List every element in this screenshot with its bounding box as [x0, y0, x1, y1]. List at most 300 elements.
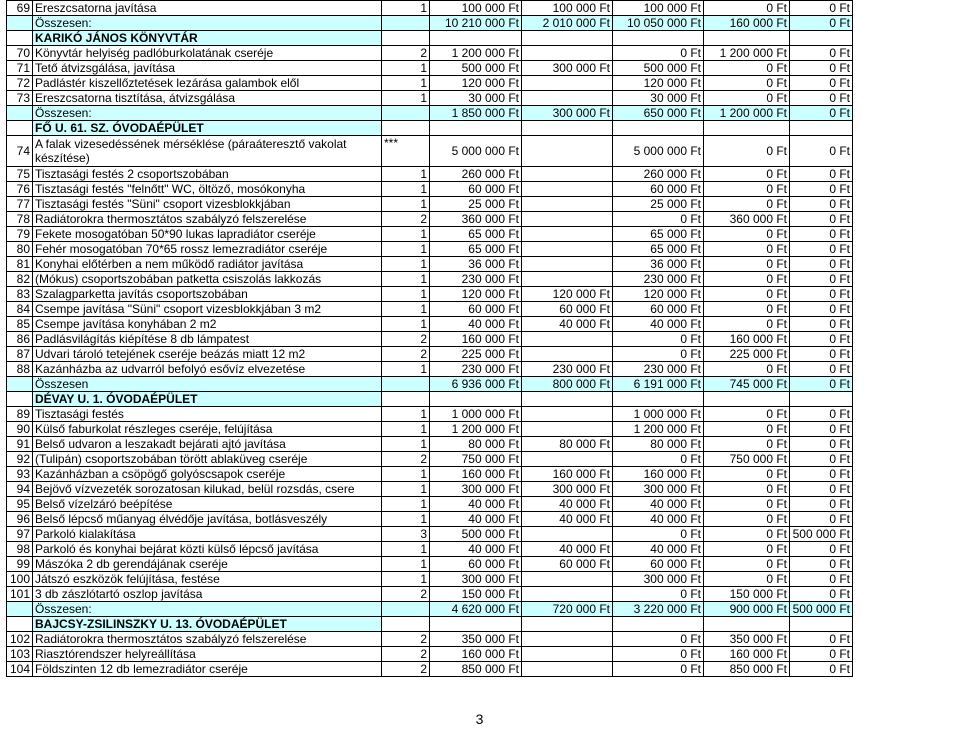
- amount-cell: 0 Ft: [704, 1, 790, 16]
- amount-cell: 0 Ft: [790, 632, 853, 647]
- amount-cell: [522, 272, 613, 287]
- description-cell: Belső lépcső műanyag élvédője javítása, botlásveszély: [33, 512, 382, 527]
- amount-cell: 0 Ft: [790, 407, 853, 422]
- amount-cell: [522, 572, 613, 587]
- row-number-cell: 99: [7, 557, 33, 572]
- amount-cell: 350 000 Ft: [704, 632, 790, 647]
- amount-cell: [522, 257, 613, 272]
- table-row: [7, 482, 853, 497]
- amount-cell: [430, 617, 522, 632]
- description-cell: A falak vizesedéssének mérséklése (páraáteresztő vakolat készítése): [33, 136, 382, 167]
- description-cell: Kazánházban a csöpögő golyóscsapok cseréje: [33, 467, 382, 482]
- amount-cell: 0 Ft: [704, 467, 790, 482]
- quantity-cell: 2: [382, 452, 430, 467]
- amount-cell: 40 000 Ft: [430, 497, 522, 512]
- table-row: [7, 257, 853, 272]
- quantity-cell: 1: [382, 76, 430, 91]
- row-number-cell: [7, 121, 33, 136]
- row-number-cell: [7, 377, 33, 392]
- row-number-cell: [7, 16, 33, 31]
- table-row: [7, 572, 853, 587]
- amount-cell: 0 Ft: [790, 557, 853, 572]
- amount-cell: 80 000 Ft: [430, 437, 522, 452]
- amount-cell: 0 Ft: [790, 647, 853, 662]
- amount-cell: 0 Ft: [613, 587, 704, 602]
- table-row: [7, 317, 853, 332]
- row-number-cell: 104: [7, 662, 33, 677]
- description-cell: DÉVAY U. 1. ÓVODAÉPÜLET: [33, 392, 382, 407]
- amount-cell: [790, 617, 853, 632]
- row-number-cell: 89: [7, 407, 33, 422]
- summary-row: [7, 377, 853, 392]
- table-row: [7, 287, 853, 302]
- amount-cell: 120 000 Ft: [613, 287, 704, 302]
- amount-cell: 0 Ft: [790, 542, 853, 557]
- amount-cell: 160 000 Ft: [430, 647, 522, 662]
- quantity-cell: 2: [382, 46, 430, 61]
- quantity-cell: 1: [382, 407, 430, 422]
- quantity-cell: 1: [382, 272, 430, 287]
- row-number-cell: 98: [7, 542, 33, 557]
- amount-cell: 0 Ft: [790, 1, 853, 16]
- description-cell: Bejövő vízvezeték sorozatosan kilukad, belül rozsdás, csere: [33, 482, 382, 497]
- amount-cell: 30 000 Ft: [430, 91, 522, 106]
- amount-cell: 6 936 000 Ft: [430, 377, 522, 392]
- amount-cell: [790, 392, 853, 407]
- row-number-cell: 87: [7, 347, 33, 362]
- table-row: [7, 212, 853, 227]
- amount-cell: 5 000 000 Ft: [430, 136, 522, 167]
- description-cell: (Tulipán) csoportszobában törött ablaküveg cseréje: [33, 452, 382, 467]
- page-number: 3: [475, 711, 484, 727]
- amount-cell: 36 000 Ft: [430, 257, 522, 272]
- amount-cell: 0 Ft: [704, 422, 790, 437]
- quantity-cell: [382, 106, 430, 121]
- description-cell: Tisztasági festés: [33, 407, 382, 422]
- description-cell: Csempe javítása konyhában 2 m2: [33, 317, 382, 332]
- amount-cell: 40 000 Ft: [613, 317, 704, 332]
- amount-cell: 160 000 Ft: [704, 647, 790, 662]
- row-number-cell: 88: [7, 362, 33, 377]
- amount-cell: 3 220 000 Ft: [613, 602, 704, 617]
- amount-cell: [522, 347, 613, 362]
- quantity-cell: 2: [382, 662, 430, 677]
- quantity-cell: 1: [382, 422, 430, 437]
- amount-cell: 300 000 Ft: [613, 572, 704, 587]
- row-number-cell: [7, 31, 33, 46]
- quantity-cell: [382, 16, 430, 31]
- description-cell: FŐ U. 61. SZ. ÓVODAÉPÜLET: [33, 121, 382, 136]
- amount-cell: 60 000 Ft: [430, 302, 522, 317]
- description-cell: Belső udvaron a leszakadt bejárati ajtó javítása: [33, 437, 382, 452]
- table-row: [7, 662, 853, 677]
- amount-cell: 0 Ft: [704, 61, 790, 76]
- amount-cell: 0 Ft: [790, 197, 853, 212]
- description-cell: Összesen:: [33, 602, 382, 617]
- amount-cell: 230 000 Ft: [430, 272, 522, 287]
- amount-cell: 120 000 Ft: [613, 76, 704, 91]
- amount-cell: 360 000 Ft: [704, 212, 790, 227]
- amount-cell: 745 000 Ft: [704, 377, 790, 392]
- amount-cell: 720 000 Ft: [522, 602, 613, 617]
- amount-cell: [522, 121, 613, 136]
- amount-cell: 0 Ft: [704, 257, 790, 272]
- description-cell: Tisztasági festés "felnőtt" WC, öltöző, mosókonyha: [33, 182, 382, 197]
- amount-cell: 150 000 Ft: [430, 587, 522, 602]
- quantity-cell: 1: [382, 1, 430, 16]
- row-number-cell: 74: [7, 136, 33, 167]
- amount-cell: 0 Ft: [704, 287, 790, 302]
- description-cell: Tisztasági festés 2 csoportszobában: [33, 167, 382, 182]
- amount-cell: 25 000 Ft: [613, 197, 704, 212]
- amount-cell: 0 Ft: [704, 362, 790, 377]
- row-number-cell: 76: [7, 182, 33, 197]
- amount-cell: 0 Ft: [790, 572, 853, 587]
- amount-cell: 10 210 000 Ft: [430, 16, 522, 31]
- description-cell: (Mókus) csoportszobában patketta csiszolás lakkozás: [33, 272, 382, 287]
- description-cell: 3 db zászlótartó oszlop javítása: [33, 587, 382, 602]
- description-cell: BAJCSY-ZSILINSZKY U. 13. ÓVODAÉPÜLET: [33, 617, 382, 632]
- row-number-cell: 102: [7, 632, 33, 647]
- row-number-cell: [7, 106, 33, 121]
- quantity-cell: 1: [382, 302, 430, 317]
- quantity-cell: 1: [382, 467, 430, 482]
- amount-cell: 60 000 Ft: [430, 182, 522, 197]
- amount-cell: 40 000 Ft: [522, 512, 613, 527]
- amount-cell: 0 Ft: [613, 46, 704, 61]
- amount-cell: 0 Ft: [790, 182, 853, 197]
- amount-cell: 0 Ft: [790, 497, 853, 512]
- amount-cell: 40 000 Ft: [613, 542, 704, 557]
- amount-cell: 500 000 Ft: [613, 61, 704, 76]
- amount-cell: 0 Ft: [613, 212, 704, 227]
- amount-cell: 800 000 Ft: [522, 377, 613, 392]
- amount-cell: [522, 212, 613, 227]
- description-cell: Összesen:: [33, 106, 382, 121]
- amount-cell: [613, 31, 704, 46]
- amount-cell: 0 Ft: [790, 587, 853, 602]
- description-cell: Csempe javítása "Süni" csoport vizesblokkjában 3 m2: [33, 302, 382, 317]
- amount-cell: [430, 121, 522, 136]
- amount-cell: 0 Ft: [704, 407, 790, 422]
- amount-cell: [522, 527, 613, 542]
- amount-cell: 0 Ft: [790, 452, 853, 467]
- amount-cell: 225 000 Ft: [430, 347, 522, 362]
- amount-cell: 0 Ft: [704, 317, 790, 332]
- amount-cell: 300 000 Ft: [522, 106, 613, 121]
- amount-cell: 80 000 Ft: [613, 437, 704, 452]
- table-row: [7, 407, 853, 422]
- amount-cell: 0 Ft: [704, 227, 790, 242]
- amount-cell: 0 Ft: [790, 106, 853, 121]
- amount-cell: [522, 136, 613, 167]
- amount-cell: 150 000 Ft: [704, 587, 790, 602]
- amount-cell: 0 Ft: [704, 197, 790, 212]
- row-number-cell: 78: [7, 212, 33, 227]
- amount-cell: [704, 617, 790, 632]
- table-row: [7, 347, 853, 362]
- row-number-cell: 85: [7, 317, 33, 332]
- row-number-cell: 83: [7, 287, 33, 302]
- amount-cell: 0 Ft: [790, 422, 853, 437]
- description-cell: Ereszcsatorna javítása: [33, 1, 382, 16]
- row-number-cell: 103: [7, 647, 33, 662]
- budget-table-body: [7, 1, 853, 677]
- amount-cell: 360 000 Ft: [430, 212, 522, 227]
- amount-cell: [522, 407, 613, 422]
- amount-cell: 40 000 Ft: [613, 512, 704, 527]
- amount-cell: 0 Ft: [613, 647, 704, 662]
- table-row: [7, 527, 853, 542]
- section-header-row: [7, 121, 853, 136]
- quantity-cell: 2: [382, 587, 430, 602]
- row-number-cell: 90: [7, 422, 33, 437]
- amount-cell: 0 Ft: [790, 287, 853, 302]
- amount-cell: 0 Ft: [704, 482, 790, 497]
- summary-row: [7, 106, 853, 121]
- amount-cell: 0 Ft: [790, 76, 853, 91]
- amount-cell: 0 Ft: [704, 182, 790, 197]
- row-number-cell: 92: [7, 452, 33, 467]
- amount-cell: 1 200 000 Ft: [430, 46, 522, 61]
- amount-cell: 60 000 Ft: [613, 302, 704, 317]
- description-cell: Parkoló és konyhai bejárat közti külső lépcső javítása: [33, 542, 382, 557]
- amount-cell: 0 Ft: [790, 512, 853, 527]
- amount-cell: 160 000 Ft: [613, 467, 704, 482]
- description-cell: Földszinten 12 db lemezradiátor cseréje: [33, 662, 382, 677]
- table-row: [7, 632, 853, 647]
- amount-cell: 0 Ft: [790, 302, 853, 317]
- row-number-cell: [7, 602, 33, 617]
- amount-cell: [790, 121, 853, 136]
- description-cell: Radiátorokra thermosztátos szabályzó felszerelése: [33, 212, 382, 227]
- description-cell: Mászóka 2 db gerendájának cseréje: [33, 557, 382, 572]
- amount-cell: 100 000 Ft: [522, 1, 613, 16]
- amount-cell: 1 000 000 Ft: [430, 407, 522, 422]
- amount-cell: 0 Ft: [613, 527, 704, 542]
- amount-cell: 40 000 Ft: [522, 542, 613, 557]
- amount-cell: [522, 332, 613, 347]
- row-number-cell: 82: [7, 272, 33, 287]
- quantity-cell: 1: [382, 227, 430, 242]
- table-row: [7, 647, 853, 662]
- amount-cell: [522, 167, 613, 182]
- amount-cell: 0 Ft: [790, 347, 853, 362]
- row-number-cell: 97: [7, 527, 33, 542]
- amount-cell: [522, 197, 613, 212]
- amount-cell: [522, 91, 613, 106]
- amount-cell: 300 000 Ft: [430, 482, 522, 497]
- amount-cell: 0 Ft: [790, 317, 853, 332]
- table-row: [7, 1, 853, 16]
- table-row: [7, 197, 853, 212]
- row-number-cell: 96: [7, 512, 33, 527]
- quantity-cell: 1: [382, 542, 430, 557]
- amount-cell: 0 Ft: [790, 362, 853, 377]
- table-row: [7, 136, 853, 167]
- row-number-cell: 100: [7, 572, 33, 587]
- section-header-row: [7, 392, 853, 407]
- amount-cell: [704, 121, 790, 136]
- section-header-row: [7, 617, 853, 632]
- amount-cell: 0 Ft: [790, 212, 853, 227]
- amount-cell: 300 000 Ft: [522, 482, 613, 497]
- row-number-cell: 93: [7, 467, 33, 482]
- table-row: [7, 452, 853, 467]
- amount-cell: 0 Ft: [704, 497, 790, 512]
- amount-cell: 500 000 Ft: [430, 61, 522, 76]
- row-number-cell: 101: [7, 587, 33, 602]
- quantity-cell: 1: [382, 91, 430, 106]
- quantity-cell: 2: [382, 212, 430, 227]
- amount-cell: [522, 422, 613, 437]
- row-number-cell: 73: [7, 91, 33, 106]
- amount-cell: 0 Ft: [613, 347, 704, 362]
- quantity-cell: 2: [382, 647, 430, 662]
- description-cell: Összesen:: [33, 16, 382, 31]
- quantity-cell: ***: [382, 136, 430, 167]
- amount-cell: 300 000 Ft: [522, 61, 613, 76]
- quantity-cell: 1: [382, 557, 430, 572]
- table-row: [7, 46, 853, 61]
- amount-cell: 65 000 Ft: [430, 242, 522, 257]
- amount-cell: [522, 242, 613, 257]
- amount-cell: 60 000 Ft: [613, 557, 704, 572]
- amount-cell: 225 000 Ft: [704, 347, 790, 362]
- amount-cell: 40 000 Ft: [522, 317, 613, 332]
- row-number-cell: 91: [7, 437, 33, 452]
- description-cell: Könyvtár helyiség padlóburkolatának cseréje: [33, 46, 382, 61]
- description-cell: Ereszcsatorna tisztítása, átvizsgálása: [33, 91, 382, 106]
- table-row: [7, 76, 853, 91]
- description-cell: Szalagparketta javítás csoportszobában: [33, 287, 382, 302]
- amount-cell: 750 000 Ft: [704, 452, 790, 467]
- amount-cell: 0 Ft: [790, 167, 853, 182]
- amount-cell: 40 000 Ft: [430, 542, 522, 557]
- row-number-cell: 94: [7, 482, 33, 497]
- amount-cell: [522, 182, 613, 197]
- amount-cell: 80 000 Ft: [522, 437, 613, 452]
- summary-row: [7, 602, 853, 617]
- row-number-cell: [7, 617, 33, 632]
- amount-cell: [522, 31, 613, 46]
- amount-cell: 0 Ft: [790, 16, 853, 31]
- description-cell: Fekete mosogatóban 50*90 lukas lapradiátor cseréje: [33, 227, 382, 242]
- description-cell: Parkoló kialakítása: [33, 527, 382, 542]
- amount-cell: 0 Ft: [704, 572, 790, 587]
- amount-cell: 25 000 Ft: [430, 197, 522, 212]
- quantity-cell: 1: [382, 437, 430, 452]
- quantity-cell: 1: [382, 182, 430, 197]
- quantity-cell: 1: [382, 572, 430, 587]
- amount-cell: 36 000 Ft: [613, 257, 704, 272]
- quantity-cell: 1: [382, 167, 430, 182]
- amount-cell: 6 191 000 Ft: [613, 377, 704, 392]
- amount-cell: 0 Ft: [613, 662, 704, 677]
- amount-cell: 60 000 Ft: [430, 557, 522, 572]
- amount-cell: 40 000 Ft: [430, 512, 522, 527]
- amount-cell: 0 Ft: [790, 482, 853, 497]
- row-number-cell: 95: [7, 497, 33, 512]
- table-row: [7, 497, 853, 512]
- amount-cell: [704, 392, 790, 407]
- amount-cell: 160 000 Ft: [430, 467, 522, 482]
- quantity-cell: 2: [382, 632, 430, 647]
- amount-cell: 350 000 Ft: [430, 632, 522, 647]
- table-row: [7, 242, 853, 257]
- amount-cell: 0 Ft: [790, 467, 853, 482]
- amount-cell: 160 000 Ft: [522, 467, 613, 482]
- quantity-cell: 1: [382, 287, 430, 302]
- row-number-cell: 79: [7, 227, 33, 242]
- amount-cell: [522, 227, 613, 242]
- amount-cell: [522, 647, 613, 662]
- amount-cell: 0 Ft: [790, 272, 853, 287]
- amount-cell: [522, 452, 613, 467]
- quantity-cell: 1: [382, 497, 430, 512]
- budget-table: [6, 0, 853, 677]
- table-row: [7, 587, 853, 602]
- amount-cell: 65 000 Ft: [613, 227, 704, 242]
- amount-cell: [613, 121, 704, 136]
- amount-cell: 160 000 Ft: [704, 332, 790, 347]
- amount-cell: 10 050 000 Ft: [613, 16, 704, 31]
- amount-cell: 65 000 Ft: [613, 242, 704, 257]
- description-cell: Padlásvilágítás kiépítése 8 db lámpatest: [33, 332, 382, 347]
- amount-cell: 60 000 Ft: [522, 302, 613, 317]
- amount-cell: 40 000 Ft: [522, 497, 613, 512]
- amount-cell: 500 000 Ft: [790, 602, 853, 617]
- quantity-cell: [382, 121, 430, 136]
- amount-cell: 0 Ft: [704, 167, 790, 182]
- table-row: [7, 362, 853, 377]
- row-number-cell: 70: [7, 46, 33, 61]
- amount-cell: [430, 392, 522, 407]
- amount-cell: [430, 31, 522, 46]
- quantity-cell: 1: [382, 61, 430, 76]
- amount-cell: 30 000 Ft: [613, 91, 704, 106]
- amount-cell: 120 000 Ft: [430, 76, 522, 91]
- amount-cell: 0 Ft: [704, 437, 790, 452]
- amount-cell: [790, 31, 853, 46]
- description-cell: Összesen: [33, 377, 382, 392]
- amount-cell: 300 000 Ft: [613, 482, 704, 497]
- description-cell: Tető átvizsgálása, javítása: [33, 61, 382, 76]
- amount-cell: 500 000 Ft: [430, 527, 522, 542]
- table-row: [7, 302, 853, 317]
- amount-cell: 120 000 Ft: [522, 287, 613, 302]
- table-row: [7, 557, 853, 572]
- description-cell: Külső faburkolat részleges cseréje, felújítása: [33, 422, 382, 437]
- amount-cell: 0 Ft: [704, 557, 790, 572]
- quantity-cell: [382, 31, 430, 46]
- amount-cell: 850 000 Ft: [704, 662, 790, 677]
- amount-cell: 750 000 Ft: [430, 452, 522, 467]
- amount-cell: 60 000 Ft: [522, 557, 613, 572]
- quantity-cell: 3: [382, 527, 430, 542]
- amount-cell: 1 200 000 Ft: [704, 46, 790, 61]
- amount-cell: 1 850 000 Ft: [430, 106, 522, 121]
- quantity-cell: 1: [382, 197, 430, 212]
- amount-cell: [522, 632, 613, 647]
- table-row: [7, 91, 853, 106]
- row-number-cell: 75: [7, 167, 33, 182]
- quantity-cell: 1: [382, 242, 430, 257]
- amount-cell: 0 Ft: [613, 332, 704, 347]
- table-row: [7, 422, 853, 437]
- table-row: [7, 542, 853, 557]
- amount-cell: 0 Ft: [704, 91, 790, 106]
